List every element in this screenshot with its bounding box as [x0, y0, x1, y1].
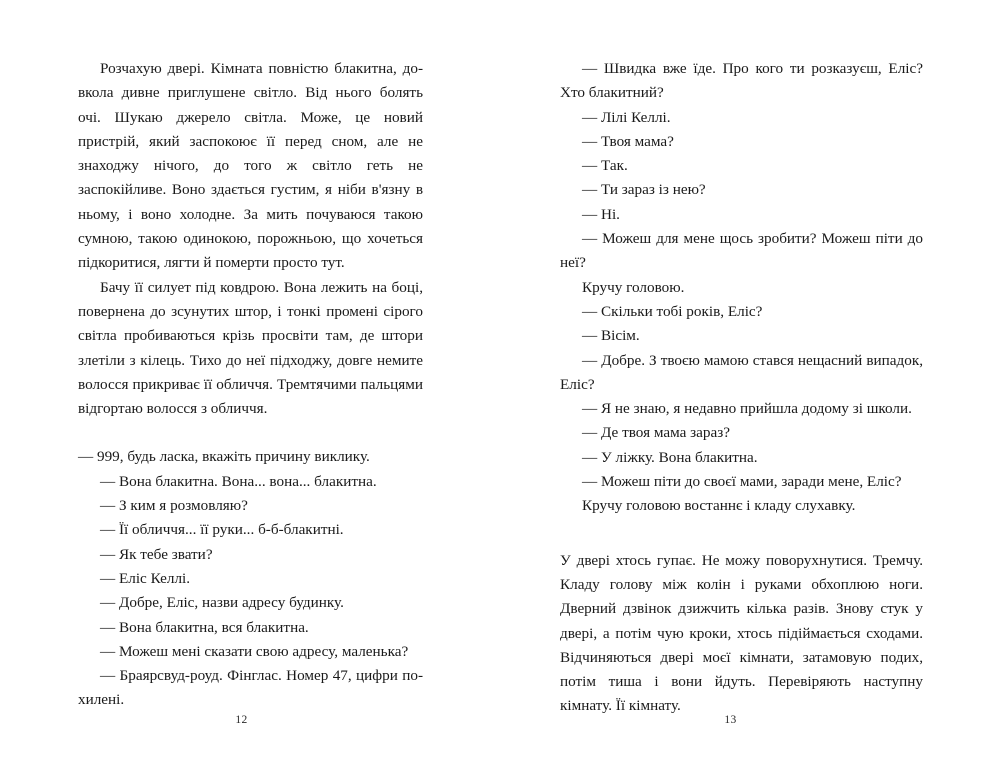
page-number-right: 13 — [724, 714, 737, 726]
paragraph: — Так. — [582, 157, 628, 175]
paragraph: — Вона блакитна, вся блакитна. — [100, 618, 309, 636]
paragraph: — Як тебе звати? — [100, 545, 213, 563]
paragraph: — Добре. З твоєю мамою стався нещасний випадок, Еліс? — [560, 351, 923, 393]
paragraph: — Вісім. — [582, 327, 640, 345]
paragraph: — Еліс Келлі. — [100, 569, 191, 587]
page-left — [0, 0, 495, 762]
paragraph: — Можеш мені сказати свою адресу, маленька? — [100, 642, 409, 660]
section-break — [78, 421, 423, 445]
page-number-left: 12 — [235, 714, 248, 726]
paragraph: — Де твоя мама зараз? — [582, 424, 730, 442]
page-right — [495, 0, 990, 762]
right-page-text-column — [560, 57, 923, 719]
paragraph: — Скільки тобі років, Еліс? — [582, 302, 763, 320]
paragraph: Бачу її силует під ковдрою. Вона лежить на боці, повернена до зсунутих штор, і тонкі промені сірого світла пробиваються крізь просвіти там, де штори злетіли з кілець. Тихо до неї підходжу, довге немите волосся прикриває її обличчя. Тремтячими пальцями відгортаю волосся з обличчя. — [78, 278, 423, 418]
paragraph: — З ким я розмовляю? — [100, 497, 248, 515]
paragraph: — Можеш піти до своєї мами, заради мене, Еліс? — [582, 473, 902, 491]
paragraph: Кручу головою. — [582, 278, 685, 296]
paragraph: — 999, будь ласка, вкажіть причину виклику. — [78, 448, 370, 466]
paragraph: — Вона блакитна. Вона... вона... блакитна. — [100, 472, 377, 490]
paragraph: — Я не знаю, я недавно прийшла додому зі школи. — [582, 400, 912, 418]
paragraph: — Ти зараз із нею? — [582, 181, 706, 199]
paragraph: Кручу головою востаннє і кладу слухавку. — [582, 497, 856, 515]
left-page-text-column — [78, 57, 423, 713]
paragraph: — Браярсвуд-роуд. Фінглас. Номер 47, цифри похилені. — [78, 667, 423, 709]
paragraph: — Лілі Келлі. — [582, 108, 671, 126]
paragraph: У двері хтось гупає. Не можу поворухнутися. Тремчу. Кладу голову між колін і руками обхоплюю ноги. Дверний дзвінок дзижчить кілька разів. Знову стук у двері, а потім чую кроки, хтось підіймається сходами. Відчиняються двері моєї кімнати, затамовую подих, потім тиша і вони йдуть. Перевіряють наступну кімнату. Її кімнату. — [560, 551, 923, 715]
section-break — [560, 519, 923, 549]
paragraph: — Добре, Еліс, назви адресу будинку. — [100, 594, 344, 612]
paragraph: — Ні. — [582, 205, 620, 223]
paragraph: — Можеш для мене щось зробити? Можеш піти до неї? — [560, 230, 923, 272]
paragraph: — У ліжку. Вона блакитна. — [582, 448, 758, 466]
paragraph: — Її обличчя... її руки... б-б-блакитні. — [100, 521, 344, 539]
paragraph: — Швидка вже їде. Про кого ти розказуєш, Еліс? Хто блакитний? — [560, 60, 923, 102]
paragraph: Розчахую двері. Кімната повністю блакитна, довкола дивне приглушене світло. Від нього болять очі. Шукаю джерело світла. Може, це новий пристрій, який заспокоює її перед сном, але не знаходжу нічого, до того ж світло геть не заспокійливе. Воно здається густим, я ніби в'язну в ньому, і воно холодне. За мить почуваюся такою сумною, такою одинокою, порожньою, що хочеться підкоритися, лягти й померти просто тут. — [78, 60, 423, 272]
paragraph: — Твоя мама? — [582, 132, 674, 150]
